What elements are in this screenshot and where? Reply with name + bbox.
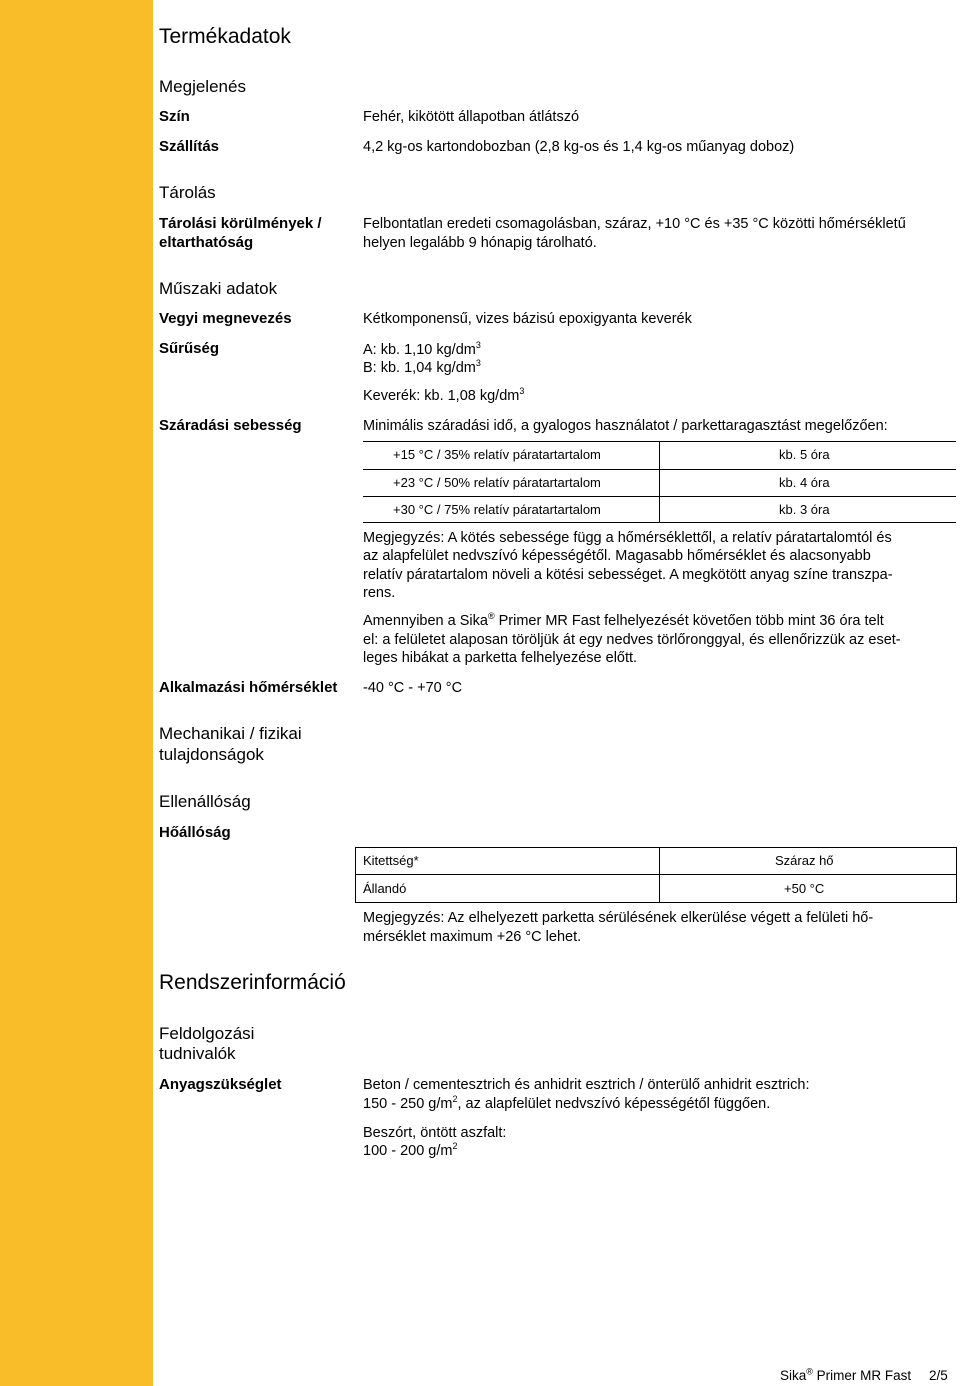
value-app-temp: -40 °C - +70 °C: [363, 680, 463, 696]
drying-intro: Minimális száradási idő, a gyalogos használatot / parkettaragasztást megelőzően:: [363, 418, 888, 434]
section-title-system: Rendszerinformáció: [159, 971, 346, 994]
drying-cond-2: +23 °C / 50% relatív páratartartalom: [393, 475, 601, 490]
note1-line-2: az alapfelület nedvszívó képességétől. Magasabb hőmérséklet és alacsonyabb: [363, 548, 871, 564]
label-delivery: Szállítás: [159, 138, 220, 155]
consumption-line-2: 150 - 250 $g/m^2$, az alapfelület nedvszívó képességétől függően.: [363, 1094, 771, 1112]
heat-table-rule: [355, 874, 957, 875]
drying-time-2: kb. 4 óra: [779, 475, 830, 490]
heat-header-exposure: Kitettség*: [363, 853, 419, 868]
label-drying: Száradási sebesség: [159, 417, 302, 434]
heat-note-2: mérséklet maximum +26 °C lehet.: [363, 929, 582, 945]
heat-table-rule: [355, 847, 957, 848]
note2-line-3: leges hibákat a parketta felhelyezése előtt.: [363, 650, 638, 666]
footer-product: Sika® Primer MR Fast: [780, 1366, 912, 1383]
drying-table-rule: [363, 522, 956, 523]
drying-time-1: kb. 5 óra: [779, 447, 830, 462]
heading-resistance: Ellenállóság: [159, 792, 251, 811]
heat-row-permanent: Állandó: [363, 881, 407, 896]
note1-line-1: Megjegyzés: A kötés sebessége függ a hőmérséklettől, a relatív páratartalomtól és: [363, 530, 892, 546]
density-mix: Keverék: kb. 1,08 $kg/dm^3$: [363, 386, 525, 404]
drying-cond-1: +15 °C / 35% relatív páratartartalom: [393, 447, 601, 462]
label-consumption: Anyagszükséglet: [159, 1076, 282, 1093]
heading-mechanical-1: Mechanikai / fizikai: [159, 724, 302, 743]
consumption-line-3: Beszórt, öntött aszfalt:: [363, 1125, 507, 1141]
heat-row-value: +50 °C: [784, 881, 825, 896]
note1-line-4: rens.: [363, 585, 396, 601]
label-heat: Hőállóság: [159, 824, 231, 841]
consumption-line-1: Beton / cementesztrich és anhidrit esztrich / önterülő anhidrit esztrich:: [363, 1077, 810, 1093]
heat-table-rule: [355, 902, 957, 903]
value-chem: Kétkomponensű, vizes bázisú epoxigyanta keverék: [363, 311, 692, 327]
density-a: A: kb. 1,10 $kg/dm^3$: [363, 340, 481, 358]
label-storage-1: Tárolási körülmények /: [159, 215, 322, 232]
consumption-line-4: 100 - 200 $g/m^2$: [363, 1141, 458, 1159]
label-app-temp: Alkalmazási hőmérséklet: [159, 679, 338, 696]
heading-technical: Műszaki adatok: [159, 279, 278, 298]
note1-line-3: relatív páratartalom növeli a kötési sebességet. A megkötött anyag színe transzpa-: [363, 567, 893, 583]
label-density: Sűrűség: [159, 340, 220, 357]
heat-table-border: [355, 847, 356, 903]
heading-mechanical-2: tulajdonságok: [159, 745, 264, 764]
drying-table-divider: [659, 441, 660, 522]
sidebar-band: [0, 0, 153, 1386]
note2-line-2: el: a felületet alaposan töröljük át egy nedves törlőronggyal, és ellenőrizzük az eset-: [363, 632, 901, 648]
value-storage-2: helyen legalább 9 hónapig tárolható.: [363, 235, 597, 251]
heat-header-dry-heat: Száraz hő: [775, 853, 834, 868]
label-color: Szín: [159, 108, 190, 125]
drying-time-3: kb. 3 óra: [779, 502, 830, 517]
heat-note-1: Megjegyzés: Az elhelyezett parketta sérülésének elkerülése végett a felületi hő-: [363, 910, 874, 926]
heading-processing-1: Feldolgozási: [159, 1024, 255, 1043]
heading-appearance: Megjelenés: [159, 77, 246, 96]
heat-table-divider: [659, 847, 660, 903]
density-b: B: kb. 1,04 $kg/dm^3$: [363, 358, 481, 376]
heading-processing-2: tudnivalók: [159, 1044, 236, 1063]
heading-storage: Tárolás: [159, 183, 216, 202]
value-delivery: 4,2 kg-os kartondobozban (2,8 kg-os és 1,4 kg-os műanyag doboz): [363, 139, 795, 155]
label-chem: Vegyi megnevezés: [159, 310, 292, 327]
value-storage-1: Felbontatlan eredeti csomagolásban, száraz, +10 °C és +35 °C közötti hőmérsékletű: [363, 216, 906, 232]
note2-line-1: Amennyiben a Sika® Primer MR Fast felhelyezését követően több mint 36 óra telt: [363, 611, 884, 629]
label-storage-2: eltarthatóság: [159, 234, 254, 251]
heat-table-border: [956, 847, 957, 903]
section-title-product: Termékadatok: [159, 25, 291, 48]
value-color: Fehér, kikötött állapotban átlátszó: [363, 109, 580, 125]
footer-page-number: 2/5: [929, 1368, 948, 1383]
drying-cond-3: +30 °C / 75% relatív páratartartalom: [393, 502, 601, 517]
